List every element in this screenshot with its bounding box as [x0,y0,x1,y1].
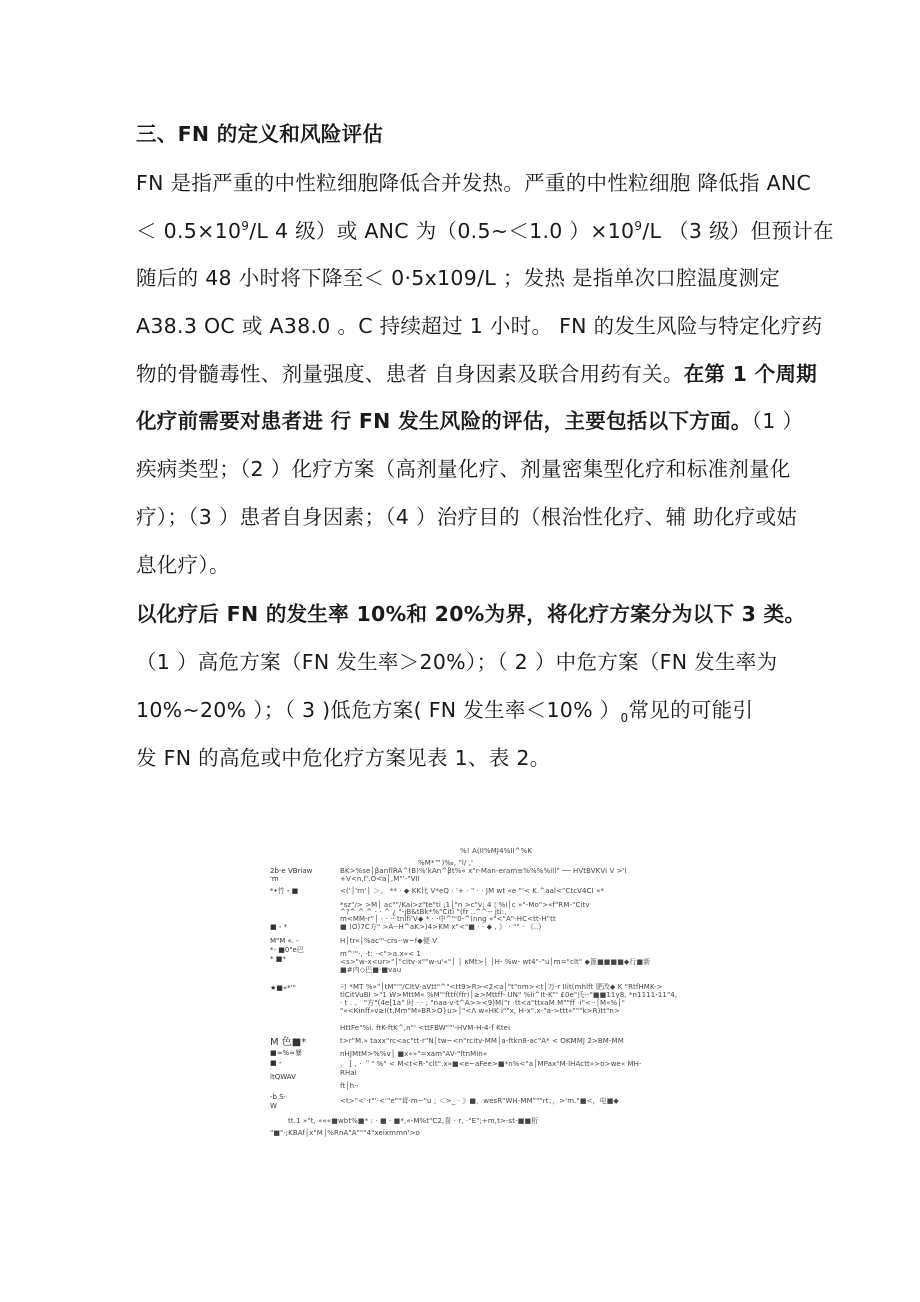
table-label: *- ■0"e巴 [270,946,304,954]
table-label: *•竹・■ [270,887,299,895]
table-label: -b S· [270,1093,286,1101]
paragraph-line: 发 FN 的高危或中危化疗方案见表 1、表 2。 [136,746,551,770]
table-row: HttFe"%i. ftK-ftK^,n"' <ttFBW""'-HVM-H-4-f Ktei [340,1024,511,1032]
table-row: H│tr«│%ac"'-crs--w~f◆便 V [340,937,438,945]
table-row: "■"·;KBAf│x"M│%RnA"A"""4"xeixmmn'>o [270,1129,420,1137]
paragraph-line: ＜ $0.5\times 10^9/L$ 4 级）或 ANC 为（0.5~＜1.0 ）$\times 10^9/L$ （3 级）但预计在 [136,219,834,243]
table-row: RHal [340,1069,357,1077]
table-label: ■・* [270,923,288,931]
paragraph-line: （1 ）高危方案（FN 发生率＞20%）；（ 2 ）中危方案（FN 发生率为 [136,650,778,674]
table-label: ■≈%≈暴 [270,1049,302,1057]
paragraph-line: 以化疗后 FN 的发生率 10%和 20%为界，将化疗方案分为以下 3 类。 [136,602,806,626]
table-row: nHJMtM>%%v│ ■x«»"=xam"AV-"ftnMin« [340,1050,488,1058]
table-row: m^'"·, ·t: ·<">a.x«< 1 [340,950,421,958]
table-row: ^?^ ^ ^ · · ^ ¿ "-jB&tBk*%"Citi "(fr ..^^-- jti:, [340,908,507,916]
table-label: 2b-e VBriaw [270,867,313,875]
garbled-table [268,842,688,1142]
paragraph-line: 疗）；（3 ）患者自身因素；（4 ）治疗目的（根治性化疗、辅 助化疗或姑 [136,505,798,529]
table-label: ■・ [270,1059,284,1067]
table-row: ， [ , · ＂" %" < M<t<R-"clt".x»■<e~aFee>■*n%<"a│MPax"M·lHActt»>o>we« MH- [340,1060,642,1068]
table-title: %! A(II%MJ4%II^%K [460,847,533,855]
table-row: <s>"w-x<ur>"│"citv-x""w-u'«"│ │ κMt>│ │H- %w- wt4"-"u│m="clt" ◆篦■■■■◆行■新 [340,958,651,966]
paragraph-line: 疾病类型；（2 ）化疗方案（高剂量化疗、剂量密集型化疗和标准剂量化 [136,457,791,481]
table-row: ■#内◇巴■·■vau [340,966,402,974]
table-label: ltQWAV [270,1073,296,1081]
paragraph-line: A38.3 OC 或 A38.0 。C 持续超过 1 小时。 FN 的发生风险与特定化疗药 [136,314,823,338]
table-row: tlCitVuBI >"1 W>MttM« %M"'fttf(ffr)│≥>Mttff- UN" %li^It-K"' £0e"氏--"■■11y8, *n1111-11"4, [340,991,678,999]
table-row: 刁 *MT %»"│tM"'"/CItV·aVtt"^"<tt9>R><2<a│"t"nm><t│万·r IIit(mhlft 肥改◆ K "RtfHMK-> [340,983,663,991]
table-label: M 色■* [270,1037,307,1048]
table-label: ★■«*'" [270,984,296,992]
document-heading: 三、FN 的定义和风险评估 [136,122,384,146]
table-row: "«<Kinff»v≥I(t.Mm"M»BR>O}u>│"<Λ w«HK i""x, H-x".x-"a->ttt»"""k>R)tt"n> [340,1007,620,1015]
table-row: tt.1 »"t, «««■wbt%■* : · ■ · ■*,«-M%t"C2,喜 · r, ·"E";+m,t>-st-■■桁 [288,1117,539,1125]
table-row: <t>"<'·r"'·<'"e""茸·m~"u ; ＜>_ · 》■，wesR"WH-MM"""rt；，>'m."■<，电■◆ [340,1097,619,1105]
table-label: * ■* [270,955,286,963]
table-row: +V<n,f'.O<a│,M"'-"VII [340,875,420,883]
table-row: t>r"M.» taxx"rc<ac"tt-r"N│tw~<n"rcitv-MM│a-ftkn8-ac"A* < OKMMJ 2>BM-MM [340,1037,624,1045]
table-row: m<MM-r"│ · · ·· tnlfl'V◆ * · ·中^"'0-^(nng «"<"A"-HC<tt-H"tt [340,915,556,923]
paragraph-line: 物的骨髓毒性、剂量强度、患者 自身因素及联合用药有关。在第 1 个周期 [136,362,818,386]
paragraph-line: 化疗前需要对患者进 行 FN 发生风险的评估，主要包括以下方面。（1 ） [136,409,804,433]
table-row: ■ )O)7C方" >A--H^aK>)4>KM x"<"■ · · ◆ , 》 · "" · 《..) [340,923,542,931]
table-label: 'm [270,875,279,883]
paragraph-line: FN 是指严重的中性粒细胞降低合并发热。严重的中性粒细胞 降低指 ANC [136,171,812,195]
table-label: W [270,1102,277,1110]
table-row: BK>%se│βanflRA^(B)%'kAn^βt%« x"r-Man-eram≡%%%%ill" ── HVtBVKVi V >'l [340,867,627,875]
table-row: · t . 、 "方"(4e[1a" 时 · · ; "naa-v-t^A>><9)M("r ·tt<a"ttxaM.M""ff ·i"<··│M«%│" [340,999,625,1007]
paragraph-line: 10%~20% ）；（ 3 )低危方案( FN 发生率＜10% ）$_0$常见的可能引 [136,698,754,725]
table-row: <('│'rn'│ ＞。 ** · ◆ KK比 V*eQ · '+ · " · · JM wt «e "'< K.^aal<"CtcV4CI «* [340,887,605,895]
paragraph-line: 息化疗）。 [136,553,230,577]
table-row: ft│h·· [340,1082,359,1090]
paragraph-line: 随后的 48 小时将下降至＜ 0·5x109/L ；发热 是指单次口腔温度测定 [136,266,781,290]
table-row: *sz"/> >M│ ac""/Kai>z"te"ti ;1│"n >c"v; 4 ¦ %i│c »"-Mo">«f"RM-"Citv [340,901,590,909]
table-row: %M*™)‰, "l/ ,' [418,859,474,867]
table-label: M"M «. - [270,937,299,945]
